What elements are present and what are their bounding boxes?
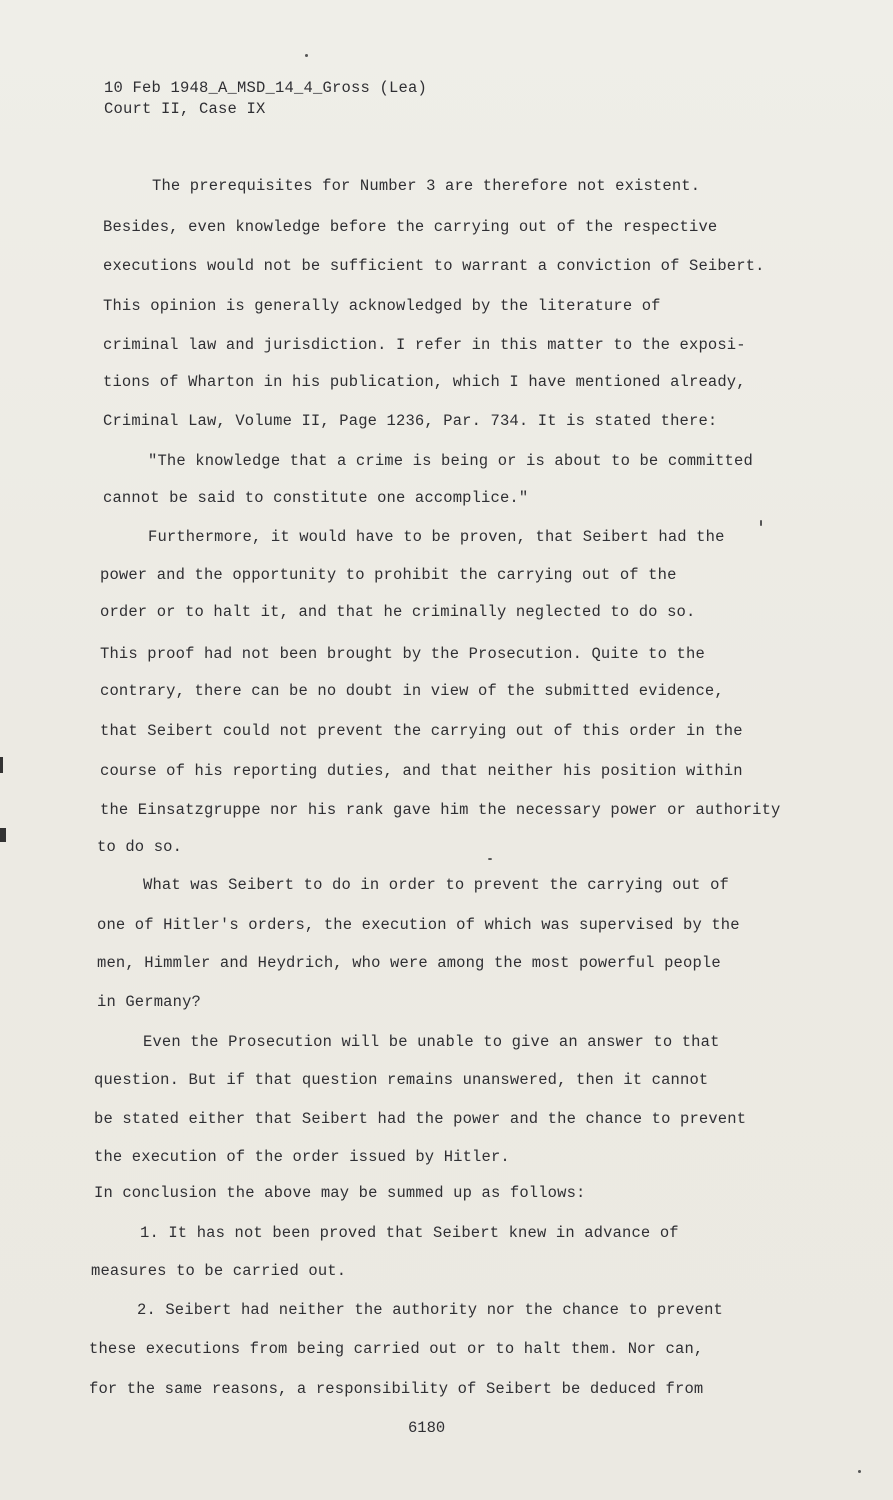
body-line: in Germany? — [97, 993, 201, 1011]
body-line: measures to be carried out. — [91, 1262, 347, 1280]
paper-speck — [858, 1470, 861, 1473]
body-line: Furthermore, it would have to be proven, that Seibert had the — [148, 528, 725, 546]
quote-line: "The knowledge that a crime is being or is about to be committed — [148, 452, 753, 470]
body-line: power and the opportunity to prohibit the carrying out of the — [100, 566, 677, 584]
body-line: the Einsatzgruppe nor his rank gave him the necessary power or authority — [100, 801, 781, 819]
header-reference: 10 Feb 1948_A_MSD_14_4_Gross (Lea) — [104, 79, 428, 97]
body-line: Criminal Law, Volume II, Page 1236, Par. 734. It is stated there: — [103, 412, 718, 430]
body-line: tions of Wharton in his publication, which I have mentioned already, — [103, 373, 746, 391]
body-line: Even the Prosecution will be unable to give an answer to that — [143, 1033, 720, 1051]
paper-speck — [760, 520, 762, 526]
paper-speck — [488, 858, 492, 860]
body-line: these executions from being carried out or to halt them. Nor can, — [89, 1340, 704, 1358]
list-item-2: 2. Seibert had neither the authority nor the chance to prevent — [137, 1301, 723, 1319]
body-line: the execution of the order issued by Hitler. — [94, 1148, 510, 1166]
body-line: course of his reporting duties, and that neither his position within — [100, 762, 743, 780]
quote-line: cannot be said to constitute one accomplice." — [103, 489, 529, 507]
body-line: one of Hitler's orders, the execution of which was supervised by the — [97, 916, 740, 934]
document-header — [104, 78, 427, 120]
body-line: What was Seibert to do in order to prevent the carrying out of — [143, 876, 729, 894]
body-line: contrary, there can be no doubt in view of the submitted evidence, — [100, 682, 724, 700]
header-court: Court II, Case IX — [104, 100, 266, 118]
body-line: criminal law and jurisdiction. I refer in this matter to the exposi- — [103, 336, 746, 354]
body-line: This opinion is generally acknowledged by the literature of — [103, 297, 661, 315]
body-line: that Seibert could not prevent the carrying out of this order in the — [100, 722, 743, 740]
paper-speck — [305, 54, 308, 57]
body-line: Besides, even knowledge before the carrying out of the respective — [103, 218, 718, 236]
body-line: question. But if that question remains unanswered, then it cannot — [94, 1071, 709, 1089]
body-line: to do so. — [97, 838, 183, 856]
body-line: In conclusion the above may be summed up as follows: — [94, 1184, 586, 1202]
page-number: 6180 — [408, 1419, 446, 1437]
scan-edge-mark — [0, 757, 3, 773]
body-line: The prerequisites for Number 3 are therefore not existent. — [152, 177, 701, 195]
body-line: This proof had not been brought by the Prosecution. Quite to the — [100, 645, 705, 663]
body-line: be stated either that Seibert had the power and the chance to prevent — [94, 1110, 747, 1128]
scan-edge-mark — [0, 828, 6, 842]
list-item-1: 1. It has not been proved that Seibert knew in advance of — [140, 1224, 679, 1242]
body-line: order or to halt it, and that he criminally neglected to do so. — [100, 603, 696, 621]
body-line: executions would not be sufficient to warrant a conviction of Seibert. — [103, 257, 765, 275]
body-line: for the same reasons, a responsibility of Seibert be deduced from — [89, 1380, 704, 1398]
body-line: men, Himmler and Heydrich, who were among the most powerful people — [97, 954, 721, 972]
